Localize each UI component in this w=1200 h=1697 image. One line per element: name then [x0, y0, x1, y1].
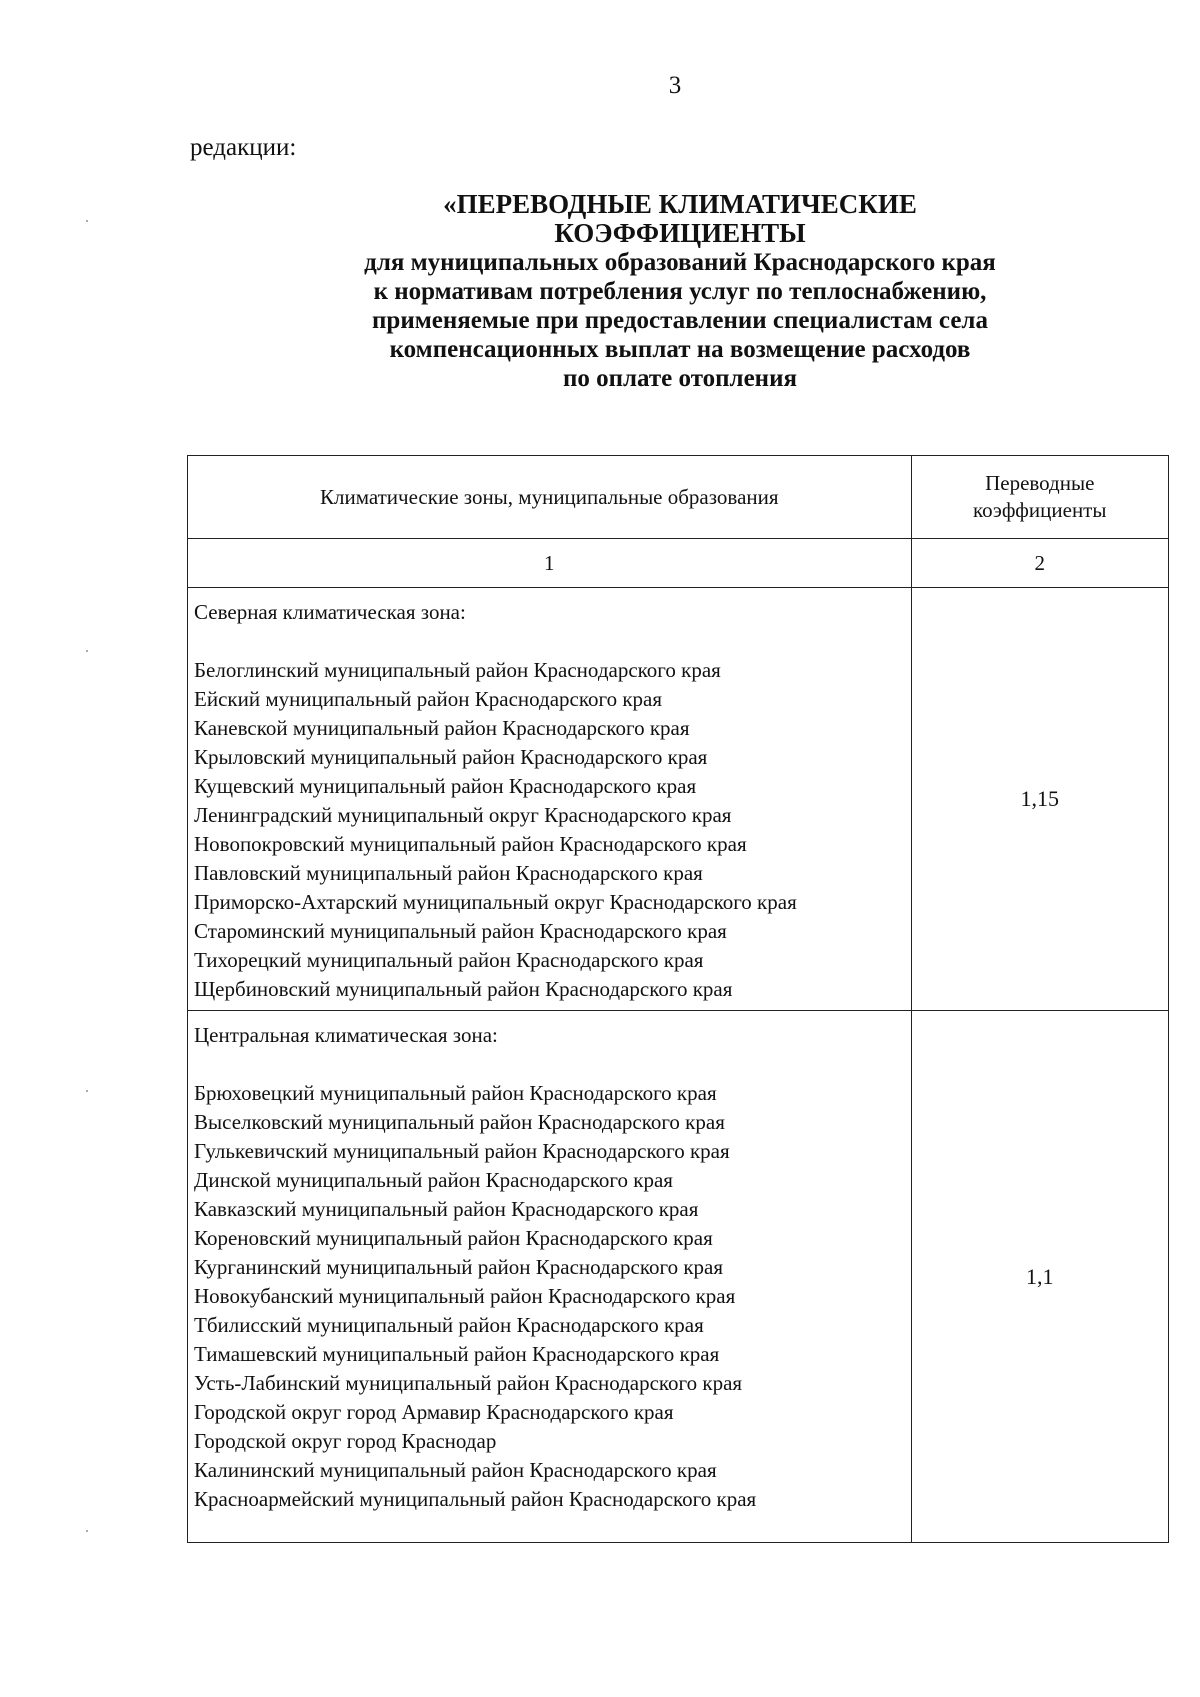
district-item: Кореновский муниципальный район Краснодарского края [194, 1226, 713, 1250]
district-item: Крыловский муниципальный район Краснодарского края [194, 745, 708, 769]
scan-margin-mark [86, 1090, 88, 1092]
column-number: 1 [188, 539, 912, 588]
district-item: Усть-Лабинский муниципальный район Краснодарского края [194, 1371, 743, 1395]
table-numbering-row [188, 539, 1169, 588]
district-item: Тимашевский муниципальный район Краснодарского края [194, 1342, 720, 1366]
district-item: Приморско-Ахтарский муниципальный округ Краснодарского края [194, 890, 797, 914]
title-line: для муниципальных образований Краснодарского края [364, 249, 996, 276]
title-line: по оплате отопления [562, 365, 798, 392]
intro-word: редакции: [190, 134, 297, 161]
title-line: КОЭФФИЦИЕНТЫ [554, 218, 806, 248]
district-item: Кавказский муниципальный район Краснодарского края [194, 1197, 699, 1221]
coefficient-value: 1,1 [911, 1011, 1169, 1543]
district-item: Брюховецкий муниципальный район Краснодарского края [194, 1081, 717, 1105]
district-item: Выселковский муниципальный район Краснодарского края [194, 1110, 725, 1134]
district-item: Курганинский муниципальный район Краснодарского края [194, 1255, 724, 1279]
header-coefficients-line1: Переводные [985, 471, 1095, 495]
district-item: Городской округ город Краснодар [194, 1429, 497, 1453]
table-row-north-zone [188, 588, 1169, 1011]
district-item: Староминский муниципальный район Краснодарского края [194, 919, 727, 943]
district-item: Щербиновский муниципальный район Краснодарского края [194, 977, 733, 1001]
district-item: Ленинградский муниципальный округ Краснодарского края [194, 803, 732, 827]
header-coefficients [911, 456, 1169, 539]
zone-title: Центральная климатическая зона: [194, 1023, 498, 1047]
page-number: 3 [668, 72, 682, 99]
district-item: Динской муниципальный район Краснодарского края [194, 1168, 673, 1192]
district-item: Каневской муниципальный район Краснодарского края [194, 716, 690, 740]
zone-title: Северная климатическая зона: [194, 600, 466, 624]
scan-margin-mark [86, 650, 88, 652]
document-title [290, 190, 1070, 393]
district-item: Гулькевичский муниципальный район Краснодарского края [194, 1139, 730, 1163]
district-item: Калининский муниципальный район Краснодарского края [194, 1458, 717, 1482]
district-item: Новопокровский муниципальный район Краснодарского края [194, 832, 747, 856]
district-item: Тбилисский муниципальный район Краснодарского края [194, 1313, 704, 1337]
table-row-central-zone [188, 1011, 1169, 1543]
header-coefficients-line2: коэффициенты [973, 498, 1107, 522]
header-zones: Климатические зоны, муниципальные образования [188, 456, 912, 539]
coefficient-value: 1,15 [911, 588, 1169, 1011]
district-item: Красноармейский муниципальный район Краснодарского края [194, 1487, 757, 1511]
coefficients-table [187, 455, 1169, 1543]
district-item: Белоглинский муниципальный район Краснодарского края [194, 658, 721, 682]
title-line: компенсационных выплат на возмещение расходов [389, 336, 971, 363]
scan-margin-mark [86, 220, 88, 222]
scan-margin-mark [86, 1530, 88, 1532]
district-item: Ейский муниципальный район Краснодарского края [194, 687, 663, 711]
district-item: Кущевский муниципальный район Краснодарского края [194, 774, 697, 798]
district-item: Городской округ город Армавир Краснодарского края [194, 1400, 674, 1424]
district-item: Новокубанский муниципальный район Краснодарского края [194, 1284, 736, 1308]
table-header-row [188, 456, 1169, 539]
column-number: 2 [911, 539, 1169, 588]
district-item: Тихорецкий муниципальный район Краснодарского края [194, 948, 704, 972]
zone-cell [188, 588, 912, 1011]
zone-cell [188, 1011, 912, 1543]
title-line: применяемые при предоставлении специалистам села [372, 307, 988, 334]
title-line: «ПЕРЕВОДНЫЕ КЛИМАТИЧЕСКИЕ [443, 189, 917, 219]
district-item: Павловский муниципальный район Краснодарского края [194, 861, 703, 885]
title-line: к нормативам потребления услуг по теплоснабжению, [373, 278, 987, 305]
